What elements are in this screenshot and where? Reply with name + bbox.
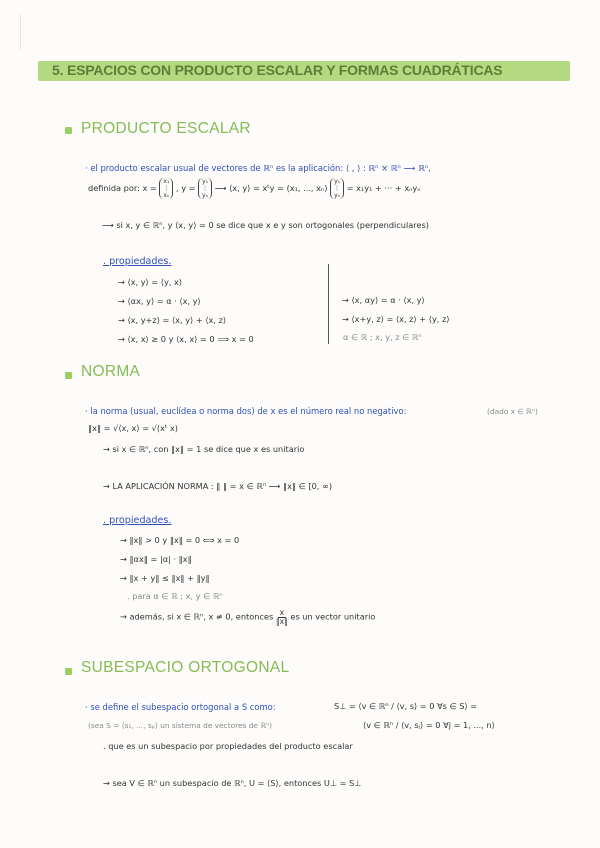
norma-props-label: . propiedades. <box>103 515 172 526</box>
norma-formula: ‖x‖ = √⟨x, x⟩ = √(xᵗ x) <box>88 423 178 433</box>
norma-props-scope: . para α ∈ ℝ ; x, y ∈ ℝⁿ <box>127 591 223 601</box>
section-title-subespacio: SUBESPACIO ORTOGONAL <box>81 659 290 676</box>
producto-definition-line2 <box>88 178 421 199</box>
producto-prop-left-1: → ⟨x, y⟩ = ⟨y, x⟩ <box>118 277 183 287</box>
def-prefix: definida por: x = <box>88 183 157 193</box>
ademas-conclusion: es un vector unitario <box>290 611 376 622</box>
subespacio-definition-a: · se define el subespacio ortogonal a S como: <box>85 702 276 712</box>
norma-application: → LA APLICACIÓN NORMA : ‖ ‖ = x ∈ ℝⁿ ⟶ ‖x‖ ∈ [0, ∞) <box>103 481 333 491</box>
producto-prop-right-scope: α ∈ ℝ ; x, y, z ∈ ℝⁿ <box>343 332 422 342</box>
norma-prop-3: → ‖x + y‖ ≤ ‖x‖ + ‖y‖ <box>120 573 210 583</box>
producto-prop-right-2: → ⟨x+y, z⟩ = ⟨x, z⟩ + ⟨y, z⟩ <box>342 314 450 324</box>
norma-definition-line1: · la norma (usual, euclídea o norma dos) de x es el número real no negativo: <box>85 406 407 416</box>
subespacio-definition-line2: ⟨v ∈ ℝⁿ / ⟨v, sⱼ⟩ = 0 ∀j = 1, ..., n⟩ <box>363 720 495 730</box>
normalized-vector-fraction: $\frac{x}{‖x‖}$ <box>275 608 288 626</box>
producto-prop-left-2: → ⟨αx, y⟩ = α · ⟨x, y⟩ <box>118 296 201 306</box>
norma-unit-note: → si x ∈ ℝⁿ, con ‖x‖ = 1 se dice que x es unitario <box>103 444 305 454</box>
section-title-producto: PRODUCTO ESCALAR <box>81 120 251 137</box>
subespacio-note: (sea S = ⟨s₁, ..., sₚ⟩ un sistema de vectores de ℝⁿ) <box>88 721 273 730</box>
producto-definition-line1: · el producto escalar usual de vectores de ℝⁿ es la aplicación: ⟨ , ⟩ : ℝⁿ × ℝⁿ ⟶ ℝⁿ, <box>85 163 431 173</box>
norma-prop-1: → ‖x‖ > 0 y ‖x‖ = 0 ⟺ x = 0 <box>120 535 240 545</box>
section-title-norma: NORMA <box>81 363 141 380</box>
producto-prop-right-1: → ⟨x, αy⟩ = α · ⟨x, y⟩ <box>342 295 425 305</box>
norma-ademas <box>120 608 375 626</box>
def-y: , y = <box>176 183 196 193</box>
section-bullet-icon <box>65 668 72 675</box>
producto-prop-left-3: → ⟨x, y+z⟩ = ⟨x, y⟩ + ⟨x, z⟩ <box>118 315 227 325</box>
props-divider <box>328 264 329 344</box>
vector-y: y₁ ⋮ yₙ <box>198 178 212 199</box>
producto-prop-left-4: → ⟨x, x⟩ ≥ 0 y ⟨x, x⟩ = 0 ⟹ x = 0 <box>118 334 254 344</box>
def-sum: = x₁y₁ + ··· + xₙyₙ <box>346 183 421 193</box>
subespacio-remark: . que es un subespacio por propiedades del producto escalar <box>103 741 353 751</box>
vector-y-2: y₁ ⋮ yₙ <box>330 178 344 199</box>
subespacio-definition-b: S⊥ = ⟨v ∈ ℝⁿ / ⟨v, s⟩ = 0 ∀s ∈ S⟩ = <box>334 701 478 711</box>
section-bullet-icon <box>65 372 72 379</box>
subespacio-consequence: → sea V ∈ ℝⁿ un subespacio de ℝⁿ, U = ⟨S⟩, entonces U⊥ = S⊥ <box>103 778 362 788</box>
norma-prop-2: → ‖αx‖ = |α| · ‖x‖ <box>120 554 192 564</box>
def-product: ⟶ ⟨x, y⟩ = xᵗy = (x₁, ..., xₙ) <box>214 183 328 193</box>
page-title: 5. ESPACIOS CON PRODUCTO ESCALAR Y FORMAS CUADRÁTICAS <box>52 62 503 78</box>
orthogonal-note: ⟶ si x, y ∈ ℝⁿ, y ⟨x, y⟩ = 0 se dice que x e y son ortogonales (perpendiculares) <box>102 220 429 230</box>
producto-props-label: . propiedades. <box>103 256 172 267</box>
page-corner-mark <box>20 14 31 50</box>
norma-definition-note: (dado x ∈ ℝⁿ) <box>487 407 538 416</box>
vector-x: x₁ ⋮ xₙ <box>159 178 173 199</box>
section-bullet-icon <box>65 127 72 134</box>
ademas-text: → además, si x ∈ ℝⁿ, x ≠ 0, entonces <box>120 611 274 622</box>
